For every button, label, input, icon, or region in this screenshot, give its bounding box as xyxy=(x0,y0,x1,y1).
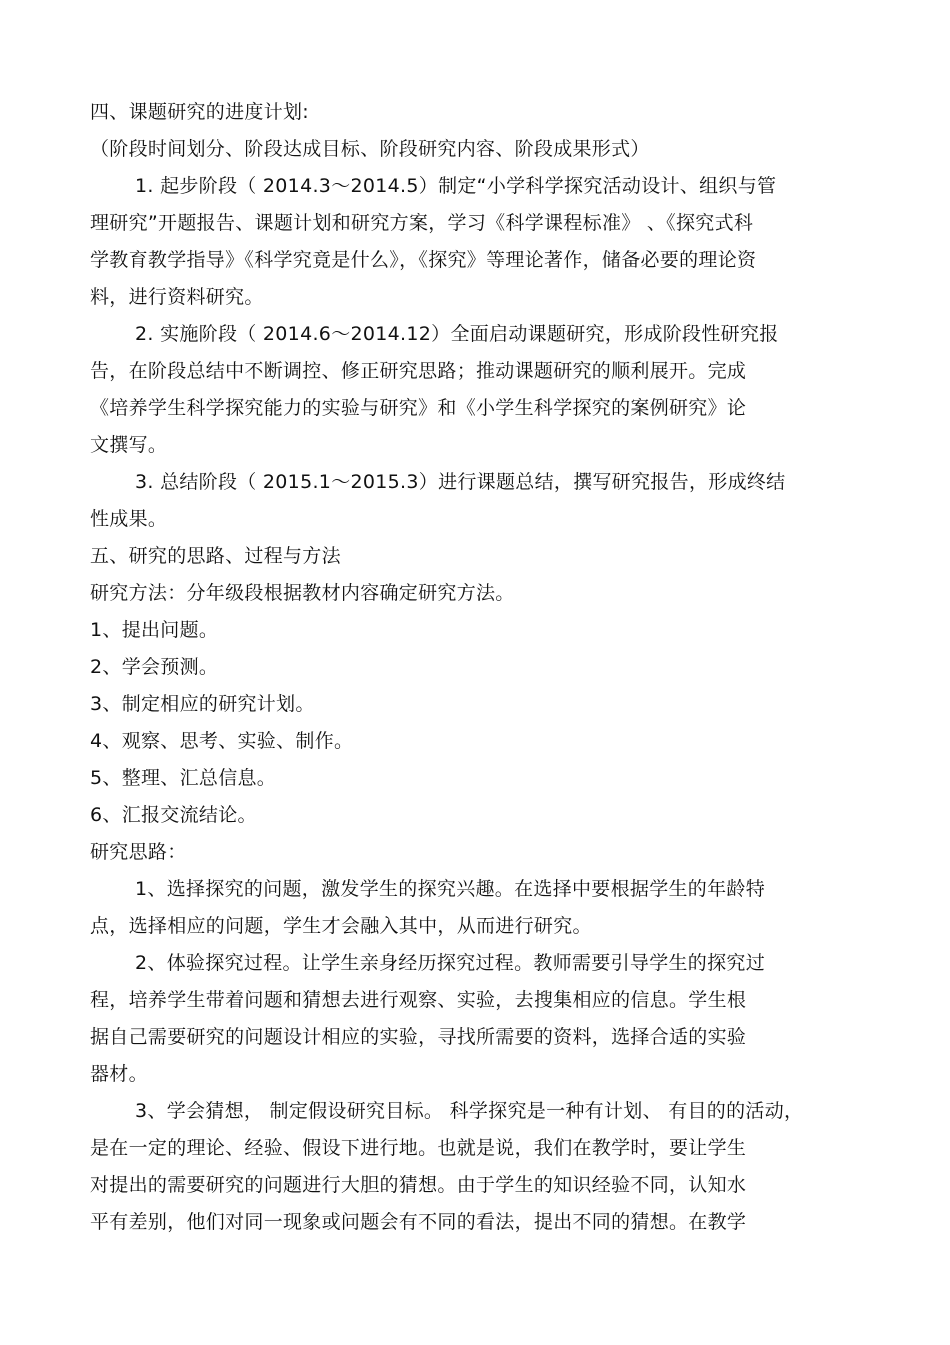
method-intro: 研究方法：分年级段根据教材内容确定研究方法。 xyxy=(90,582,515,604)
thought2-line: 程，培养学生带着问题和猜想去进行观察、实验，去搜集相应的信息。学生根 xyxy=(90,989,747,1011)
thought1-line: 点，选择相应的问题，学生才会融入其中，从而进行研究。 xyxy=(90,915,592,937)
stage2-line: 《培养学生科学探究能力的实验与研究》和《小学生科学探究的案例研究》论 xyxy=(90,397,747,419)
method-item: 4、观察、思考、实验、制作。 xyxy=(90,730,354,752)
method-item: 3、制定相应的研究计划。 xyxy=(90,693,315,715)
thought1-line: 1、选择探究的问题，激发学生的探究兴趣。在选择中要根据学生的年龄特 xyxy=(135,878,765,900)
section-heading-5: 五、研究的思路、过程与方法 xyxy=(90,545,341,567)
thought2-line: 据自己需要研究的问题设计相应的实验，寻找所需要的资料，选择合适的实验 xyxy=(90,1026,747,1048)
thought2-line: 器材。 xyxy=(90,1063,148,1085)
thought3-line: 平有差别，他们对同一现象或问题会有不同的看法，提出不同的猜想。在教学 xyxy=(90,1211,747,1233)
stage3-line: 性成果。 xyxy=(90,508,168,530)
stage3-line: 3. 总结阶段（ 2015.1～2015.3）进行课题总结，撰写研究报告，形成终结 xyxy=(135,471,786,493)
stage2-line: 2. 实施阶段（ 2014.6～2014.12）全面启动课题研究，形成阶段性研究报 xyxy=(135,323,779,345)
section-heading-4: 四、课题研究的进度计划: xyxy=(90,101,310,123)
method-item: 6、汇报交流结论。 xyxy=(90,804,257,826)
stage1-line: 学教育教学指导》《科学究竟是什么》，《探究》等理论著作，储备必要的理论资 xyxy=(90,249,757,271)
thought3-line: 对提出的需要研究的问题进行大胆的猜想。由于学生的知识经验不同，认知水 xyxy=(90,1174,747,1196)
section-subtitle: （阶段时间划分、阶段达成目标、阶段研究内容、阶段成果形式） xyxy=(90,138,650,160)
method-item: 2、学会预测。 xyxy=(90,656,219,678)
stage1-line: 理研究”开题报告、课题计划和研究方案，学习《科学课程标准》 、《探究式科 xyxy=(90,212,754,234)
stage1-line: 料，进行资料研究。 xyxy=(90,286,264,308)
thought-title: 研究思路： xyxy=(90,841,187,863)
method-item: 5、整理、汇总信息。 xyxy=(90,767,277,789)
stage2-line: 告，在阶段总结中不断调控、修正研究思路；推动课题研究的顺利展开。完成 xyxy=(90,360,747,382)
thought3-line: 3、学会猜想， 制定假设研究目标。 科学探究是一种有计划、 有目的的活动， xyxy=(135,1100,804,1122)
thought2-line: 2、体验探究过程。让学生亲身经历探究过程。教师需要引导学生的探究过 xyxy=(135,952,765,974)
stage2-line: 文撰写。 xyxy=(90,434,168,456)
thought3-line: 是在一定的理论、经验、假设下进行地。也就是说，我们在教学时，要让学生 xyxy=(90,1137,747,1159)
stage1-line: 1. 起步阶段（ 2014.3～2014.5）制定“小学科学探究活动设计、组织与管 xyxy=(135,175,777,197)
method-item: 1、提出问题。 xyxy=(90,619,219,641)
